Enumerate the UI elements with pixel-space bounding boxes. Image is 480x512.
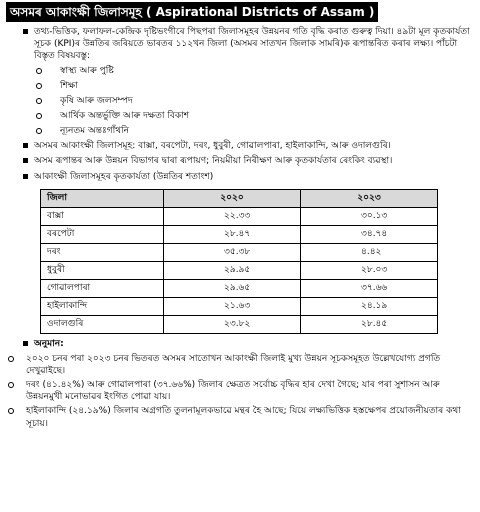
table-row (41, 315, 438, 333)
list-item-table-caption (6, 171, 474, 183)
districts-text: অসমৰ আকাংক্ষী জিলাসমূহ: বাক্সা, বৰপেটা, দৰং, ধুবুৰী, গোৱালপাৰা, হাইলাকান্দি, আৰু ওদালগুৰি। (34, 141, 391, 152)
table-row (41, 279, 438, 297)
theme-item: স্বাস্থ্য আৰু পুষ্টি (34, 65, 474, 77)
framework-text: অসম ৰূপান্তৰ আৰু উন্নয়ন বিভাগৰ দ্বাৰা ৰূপায়ণ; নিয়মীয়া নিৰীক্ষণ আৰু কৃতকাৰ্যতাৰ ৰেংকিং ব্যৱস্থা। (34, 156, 393, 167)
performance-table-wrap (40, 189, 474, 334)
table-cell-2023: ৩০.১৩ (301, 207, 438, 225)
circle-bullet-icon (36, 113, 42, 119)
intro-text: তথ্য-ভিত্তিক, ফলাফল-কেন্দ্ৰিক দৃষ্টিভংগীৰে পিছপৰা জিলাসমূহৰ উন্নয়নৰ গতি বৃদ্ধি কৰাত গুৰুত্ব দিয়া। ৪৯টা মূল কৃতকাৰ্যতা সূচক (KPI)ৰ উন্নতিৰ জৰিয়তে ভাৰতৰ ১১২খন জিলা (অসমৰ সাতখন জিলাক সামৰি)ক ৰূপান্তৰিত কৰাৰ লক্ষ্য। পাঁচটা বিস্তৃত বিষয়বস্তু: (34, 27, 470, 62)
circle-bullet-icon (8, 382, 14, 388)
main-bullet-list (6, 26, 474, 183)
table-header-district: জিলা (41, 189, 164, 207)
table-row (41, 225, 438, 243)
summary-point: হাইলাকান্দি (২৪.১৯%) জিলাৰ অগ্ৰগতি তুলনামূলকভাৱে মন্থৰ হৈ আছে; যিয়ে লক্ষ্যভিত্তিক হস্তক্ষেপৰ প্ৰয়োজনীয়তাৰ কথা সূচায়। (6, 405, 474, 429)
table-cell-2023: ২৮.৪৫ (301, 315, 438, 333)
table-cell-district: ওদালগুৰি (41, 315, 164, 333)
summary-point: ২০২০ চনৰ পৰা ২০২৩ চনৰ ভিতৰত অসমৰ সাতোখন আকাংক্ষী জিলাই মুখ্য উন্নয়ন সূচকসমূহত উল্লেখযোগ্য প্ৰগতি দেখুৱাইছে। (6, 353, 474, 377)
table-header-2023: ২০২৩ (301, 189, 438, 207)
table-row (41, 261, 438, 279)
table-cell-2020: ২২.৩৩ (164, 207, 301, 225)
table-cell-2020: ২১.৬৩ (164, 297, 301, 315)
summary-points-list (6, 353, 474, 430)
summary-label: অনুমান: (34, 338, 64, 349)
table-cell-2020: ২৩.৮২ (164, 315, 301, 333)
performance-table (40, 189, 438, 334)
circle-bullet-icon (36, 98, 42, 104)
table-cell-district: বৰপেটা (41, 225, 164, 243)
table-cell-2020: ২৮.৪৭ (164, 225, 301, 243)
square-bullet-icon (23, 29, 28, 34)
table-cell-district: বাক্সা (41, 207, 164, 225)
table-row (41, 243, 438, 261)
themes-list (34, 65, 474, 138)
table-caption: আকাংক্ষী জিলাসমূহৰ কৃতকাৰ্যতা (উন্নতিৰ শতাংশ) (34, 171, 214, 182)
table-cell-2020: ৩৫.৩৮ (164, 243, 301, 261)
square-bullet-icon (23, 174, 28, 179)
page-title: অসমৰ আকাংক্ষী জিলাসমূহ ( Aspirational Districts of Assam ) (6, 2, 378, 22)
table-row (41, 297, 438, 315)
list-item-summary (6, 338, 474, 350)
circle-bullet-icon (36, 83, 42, 89)
circle-bullet-icon (36, 128, 42, 134)
table-cell-district: ধুবুৰী (41, 261, 164, 279)
table-cell-2020: ২৯.৬৫ (164, 279, 301, 297)
table-cell-2023: ২৮.০৩ (301, 261, 438, 279)
table-cell-district: দৰং (41, 243, 164, 261)
circle-bullet-icon (8, 408, 14, 414)
table-row (41, 207, 438, 225)
table-cell-2023: ২৪.১৯ (301, 297, 438, 315)
square-bullet-icon (23, 341, 28, 346)
table-cell-2023: ৪.৪২ (301, 243, 438, 261)
square-bullet-icon (23, 158, 28, 163)
theme-item: আৰ্থিক অন্তৰ্ভুক্তি আৰু দক্ষতা বিকাশ (34, 110, 474, 122)
square-bullet-icon (23, 143, 28, 148)
circle-bullet-icon (8, 356, 14, 362)
table-cell-2020: ২৯.৯৫ (164, 261, 301, 279)
list-item-framework (6, 155, 474, 167)
table-header-row (41, 189, 438, 207)
circle-bullet-icon (36, 68, 42, 74)
list-item-districts (6, 140, 474, 152)
theme-item: ন্যূনতম অন্তঃগাঁথনি (34, 125, 474, 137)
table-cell-2023: ৩৪.৭৪ (301, 225, 438, 243)
summary-point: দৰং (৪১.৪২%) আৰু গোৱালপাৰা (৩৭.৬৬%) জিলাৰ ক্ষেত্ৰত সৰ্বোচ্চ বৃদ্ধিৰ হাৰ দেখা গৈছে; যাৰ পৰা সুশাসন আৰু উন্নয়নমুখী মনোভাৱৰ ইংগিত পোৱা যায়। (6, 379, 474, 403)
list-item-intro (6, 26, 474, 137)
table-cell-district: হাইলাকান্দি (41, 297, 164, 315)
table-header-2020: ২০২০ (164, 189, 301, 207)
table-cell-2023: ৩৭.৬৬ (301, 279, 438, 297)
table-cell-district: গোৱালপাৰা (41, 279, 164, 297)
theme-item: কৃষি আৰু জলসম্পদ (34, 95, 474, 107)
theme-item: শিক্ষা (34, 80, 474, 92)
summary-list (6, 338, 474, 350)
